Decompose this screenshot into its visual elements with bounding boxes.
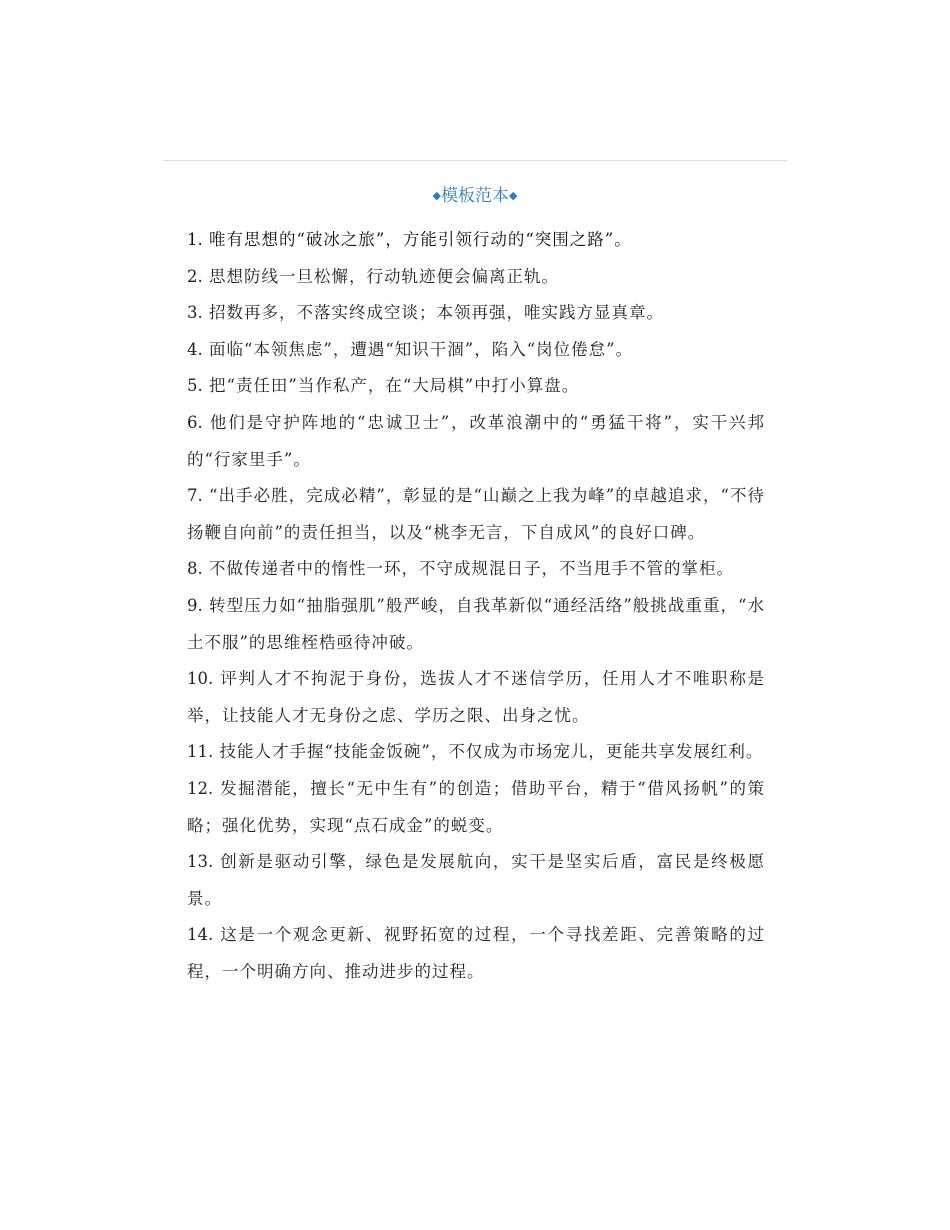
item-number: 4. xyxy=(187,339,203,359)
list-item xyxy=(187,551,765,588)
list-item xyxy=(187,661,765,734)
item-text: 把“责任田”当作私产，在“大局棋”中打小算盘。 xyxy=(209,376,580,396)
list-item xyxy=(187,295,765,332)
item-text: 面临“本领焦虑”，遭遇“知识干涸”，陷入“岗位倦怠”。 xyxy=(209,339,634,359)
item-text: 招数再多，不落实终成空谈；本领再强，唯实践方显真章。 xyxy=(209,303,664,323)
item-number: 11. xyxy=(187,742,214,762)
item-text: 这是一个观念更新、视野拓宽的过程，一个寻找差距、完善策略的过程，一个明确方向、推动进步的过程。 xyxy=(187,925,766,981)
item-number: 5. xyxy=(187,376,203,396)
item-text: 不做传递者中的惰性一环，不守成规混日子，不当甩手不管的掌柜。 xyxy=(209,559,734,579)
item-text: 评判人才不拘泥于身份，选拔人才不迷信学历，任用人才不唯职称是举，让技能人才无身份之虑、学历之限、出身之忧。 xyxy=(187,669,766,725)
item-number: 2. xyxy=(187,266,203,286)
list-item xyxy=(187,332,765,369)
item-number: 14. xyxy=(187,925,214,945)
item-text: 思想防线一旦松懈，行动轨迹便会偏离正轨。 xyxy=(209,266,559,286)
item-number: 6. xyxy=(187,412,203,432)
item-text: 唯有思想的“破冰之旅”，方能引领行动的“突围之路”。 xyxy=(209,230,632,249)
diamond-right-icon: ◆ xyxy=(509,189,518,202)
item-text: 转型压力如“抽脂强肌”般严峻，自我革新似“通经活络”般挑战重重，“水土不服”的思维桎梏亟待冲破。 xyxy=(187,595,765,652)
item-number: 13. xyxy=(187,852,214,872)
list-item xyxy=(187,917,765,990)
item-text: 创新是驱动引擎，绿色是发展航向，实干是坚实后盾，富民是终极愿景。 xyxy=(187,852,766,908)
list-item xyxy=(187,259,765,296)
sentence-list xyxy=(187,222,765,990)
list-item xyxy=(187,405,765,478)
list-item xyxy=(187,368,765,405)
item-number: 1. xyxy=(187,230,203,249)
item-number: 10. xyxy=(187,669,214,689)
item-text: 发掘潜能，擅长“无中生有”的创造；借助平台，精于“借风扬帆”的策略；强化优势，实现“点石成金”的蜕变。 xyxy=(187,778,765,835)
item-number: 7. xyxy=(187,486,203,506)
list-item xyxy=(187,222,765,259)
item-text: 他们是守护阵地的“忠诚卫士”，改革浪潮中的“勇猛干将”，实干兴邦的“行家里手”。 xyxy=(187,412,765,469)
list-item xyxy=(187,588,765,661)
section-heading xyxy=(163,183,787,209)
list-item xyxy=(187,734,765,771)
diamond-left-icon: ◆ xyxy=(432,189,441,202)
item-number: 12. xyxy=(187,778,214,798)
list-item xyxy=(187,771,765,844)
item-number: 9. xyxy=(187,595,203,615)
header-divider xyxy=(163,160,787,161)
list-item xyxy=(187,844,765,917)
item-number: 8. xyxy=(187,559,203,579)
item-text: 技能人才手握“技能金饭碗”，不仅成为市场宠儿，更能共享发展红利。 xyxy=(219,742,764,762)
item-number: 3. xyxy=(187,303,203,323)
section-title-text: 模板范本 xyxy=(441,186,509,206)
list-item xyxy=(187,478,765,551)
item-text: “出手必胜，完成必精”，彰显的是“山巅之上我为峰”的卓越追求，“不待扬鞭自向前”的责任担当，以及“桃李无言，下自成风”的良好口碑。 xyxy=(187,486,765,542)
